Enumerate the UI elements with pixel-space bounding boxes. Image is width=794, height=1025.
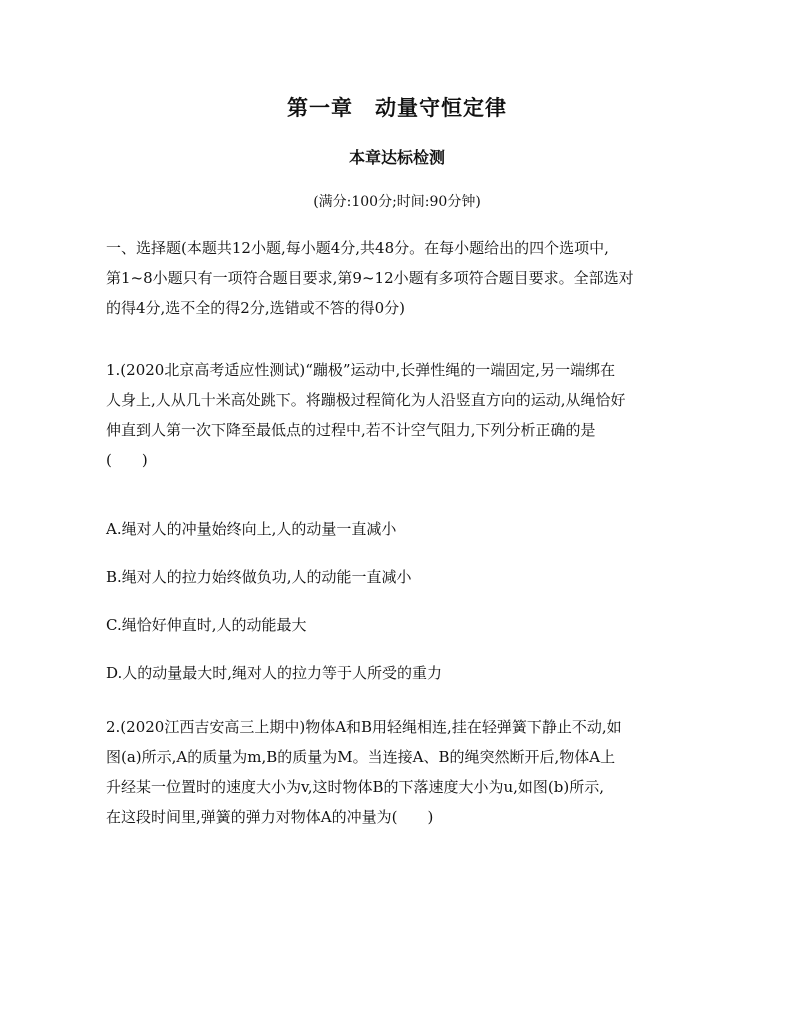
question-1-option-b: B.绳对人的拉力始终做负功,人的动能一直减小 xyxy=(106,568,412,586)
question-line: 伸直到人第一次下降至最低点的过程中,若不计空气阻力,下列分析正确的是 xyxy=(106,421,596,439)
question-line: 图(a)所示,A的质量为m,B的质量为M。当连接A、B的绳突然断开后,物体A上 xyxy=(106,748,616,766)
answer-blank: ( ) xyxy=(106,451,148,469)
question-1-option-a: A.绳对人的冲量始终向上,人的动量一直减小 xyxy=(106,520,397,538)
score-info: (满分:100分;时间:90分钟) xyxy=(313,194,481,210)
instruction-line: 第1~8小题只有一项符合题目要求,第9~12小题有多项符合题目要求。全部选对 xyxy=(106,269,634,287)
question-line: 1.(2020北京高考适应性测试)“蹦极”运动中,长弹性绳的一端固定,另一端绑在 xyxy=(106,361,616,379)
question-line: 升经某一位置时的速度大小为v,这时物体B的下落速度大小为u,如图(b)所示, xyxy=(106,778,604,796)
section-title: 本章达标检测 xyxy=(348,148,445,167)
instruction-line: 一、选择题(本题共12小题,每小题4分,共48分。在每小题给出的四个选项中, xyxy=(106,239,609,257)
question-1-stem xyxy=(106,355,696,475)
question-line: 在这段时间里,弹簧的弹力对物体A的冲量为( ) xyxy=(106,808,434,826)
section-instructions xyxy=(106,233,696,323)
question-line: 人身上,人从几十米高处跳下。将蹦极过程简化为人沿竖直方向的运动,从绳恰好 xyxy=(106,391,626,409)
question-line: 2.(2020江西吉安高三上期中)物体A和B用轻绳相连,挂在轻弹簧下静止不动,如 xyxy=(106,718,622,736)
question-2-stem xyxy=(106,712,696,832)
instruction-line: 的得4分,选不全的得2分,选错或不答的得0分) xyxy=(106,299,406,317)
question-1-option-c: C.绳恰好伸直时,人的动能最大 xyxy=(106,616,307,634)
chapter-title: 第一章 动量守恒定律 xyxy=(287,96,507,120)
question-1-option-d: D.人的动量最大时,绳对人的拉力等于人所受的重力 xyxy=(106,664,443,682)
